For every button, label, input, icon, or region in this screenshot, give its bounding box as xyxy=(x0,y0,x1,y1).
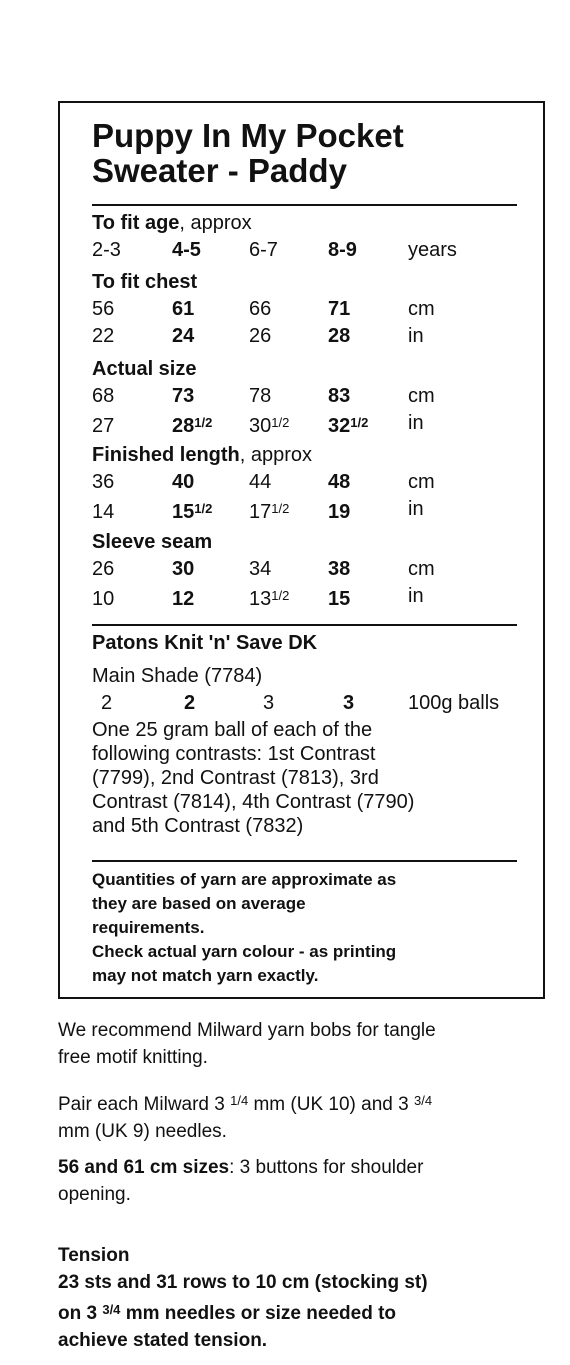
recommend-text: We recommend Milward yarn bobs for tangle free motif knitting. xyxy=(58,1020,436,1068)
actual-heading: Actual size xyxy=(92,358,197,380)
actual-cm-row: 68 73 78 83 cm xyxy=(92,385,435,407)
length-cm-row: 36 40 44 48 cm xyxy=(92,471,435,493)
title-line-2: Sweater - Paddy xyxy=(92,152,347,189)
title-divider xyxy=(92,204,517,206)
age-row: 2-3 4-5 6-7 8-9 years xyxy=(92,239,457,261)
tension-section: Tension 23 sts and 31 rows to 10 cm (stocking st) on 3 $^{3/4}$ mm needles or size needed to achieve stated tension. xyxy=(58,1242,558,1354)
needles-text: Pair each Milward 3 $^{1/4}$ mm (UK 10) and 3 $^{3/4}$ mm (UK 9) needles. xyxy=(58,1093,433,1142)
balls-row: 2 2 3 3 100g balls xyxy=(101,692,500,714)
chest-cm-row: 56 61 66 71 cm xyxy=(92,298,435,320)
main-shade: Main Shade (7784) xyxy=(92,665,263,687)
sleeve-heading: Sleeve seam xyxy=(92,531,213,553)
length-in-row: 14 $15^{1/2}$ $17^{1/2}$ 19 in xyxy=(92,498,424,523)
chest-heading: To fit chest xyxy=(92,271,198,293)
title-line-1: Puppy In My Pocket xyxy=(92,117,404,154)
pattern-title xyxy=(92,118,404,188)
chest-in-row: 22 24 26 28 in xyxy=(92,325,424,347)
length-heading: Finished length, approx xyxy=(92,444,313,466)
yarn-divider xyxy=(92,624,517,626)
notes-divider xyxy=(92,860,517,862)
yarn-heading: Patons Knit 'n' Save DK xyxy=(92,632,318,654)
tension-heading: Tension xyxy=(58,1245,130,1266)
actual-in-row: 27 $28^{1/2}$ $30^{1/2}$ $32^{1/2}$ in xyxy=(92,412,424,437)
age-heading: To fit age, approx xyxy=(92,212,252,234)
buttons-text: 56 and 61 cm sizes: 3 buttons for shoulder opening. xyxy=(58,1157,424,1205)
contrasts-text: One 25 gram ball of each of the following contrasts: 1st Contrast (7799), 2nd Contrast (7813), 3rd Contrast (7814), 4th Contrast (7790) and 5th Contrast (7832) xyxy=(92,719,415,837)
sleeve-cm-row: 26 30 34 38 cm xyxy=(92,558,435,580)
sleeve-in-row: 10 12 $13^{1/2}$ 15 in xyxy=(92,585,424,610)
yarn-notes: Quantities of yarn are approximate as they are based on average requirements. Check actual yarn colour - as printing may not match yarn exactly. xyxy=(92,870,397,985)
